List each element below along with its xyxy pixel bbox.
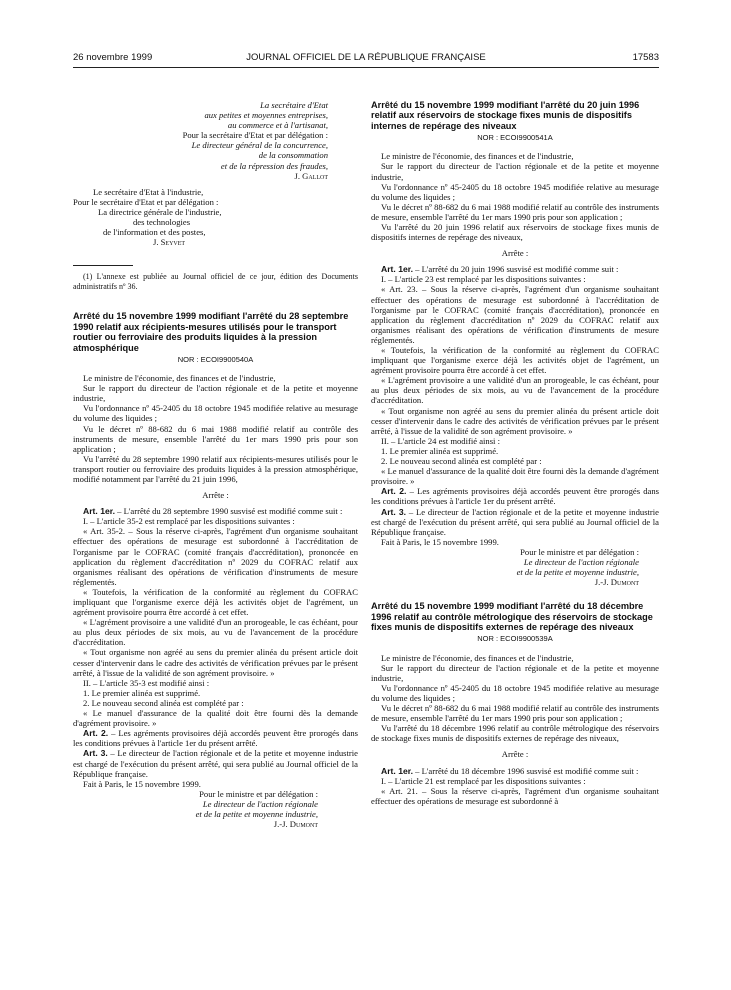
- quote-paragraph: « Art. 35-2. – Sous la réserve ci-après, l'agrément d'un organisme souhaitant effectuer des opérations de mesurage est subordonné à l'accréditation de l'organisme par le COFRAC (comité français d'accréditation), prononcée en application du règlement d'accréditation nº 2029 du COFRAC relatif aux organismes réalisant des opérations de vérification d'instruments de mesure réglementés.: [73, 526, 358, 587]
- nor-reference: NOR : ECOI9900541A: [477, 133, 553, 143]
- sig-line: La directrice générale de l'industrie,: [98, 206, 222, 217]
- sig-line: Pour le ministre et par délégation :: [520, 546, 639, 557]
- paragraph: 2. Le nouveau second alinéa est complété par :: [381, 456, 542, 467]
- paragraph: Vu l'arrêté du 20 juin 1996 relatif aux réservoirs de stockage fixes munis de dispositifs internes de repérage des niveaux,: [371, 221, 659, 243]
- sig-line: et de la petite et moyenne industrie,: [195, 808, 318, 819]
- date-signed: Fait à Paris, le 15 novembre 1999.: [83, 778, 201, 789]
- sig-line: et de la petite et moyenne industrie,: [516, 567, 639, 578]
- signature-block-3: [73, 789, 358, 829]
- article-1: [371, 264, 659, 274]
- article-text: – L'arrêté du 18 décembre 1996 susvisé est modifié comme suit :: [413, 765, 639, 776]
- sig-line: Le directeur de l'action régionale: [523, 556, 639, 567]
- paragraph: Vu le décret nº 88-682 du 6 mai 1988 modifié relatif au contrôle des instruments de mesure, ensemble l'arrêté du 1er mars 1990 pris pour son application ;: [371, 201, 659, 222]
- article-label: Art. 1er.: [381, 765, 414, 776]
- quote-paragraph: « Tout organisme non agréé au sens du premier alinéa du présent article doit cesser d'intervenir dans le cadre des activités de vérification prévues par le présent arrêté, à l'issue de la validité de son agrément provisoire. »: [73, 647, 358, 678]
- signature-block-1: [73, 100, 358, 181]
- paragraph: Vu l'ordonnance nº 45-2405 du 18 octobre 1945 modifiée relative au mesurage du volume des liquides ;: [371, 682, 659, 703]
- paragraph: I. – L'article 21 est remplacé par les dispositions suivantes :: [381, 775, 586, 786]
- signature-block: [371, 547, 659, 587]
- article-2: [73, 728, 358, 748]
- article-label: Art. 2.: [83, 728, 109, 739]
- article-2: [371, 486, 659, 506]
- date-signed: Fait à Paris, le 15 novembre 1999.: [381, 536, 499, 547]
- footnote-rule: [73, 265, 133, 266]
- quote-paragraph: « Toutefois, la vérification de la conformité au règlement du COFRAC impliquant que l'organisme exerce déjà les activités objet de l'agrément, un agrément provisoire pourra être accordé à cet effet.: [73, 586, 358, 618]
- article-1: [73, 506, 358, 516]
- paragraph: I. – L'article 23 est remplacé par les dispositions suivantes :: [381, 274, 586, 285]
- sig-line: Pour le secrétaire d'Etat et par délégation :: [73, 196, 219, 207]
- signature-block-2: [73, 187, 358, 248]
- arrete-heading: Arrête :: [202, 490, 229, 501]
- article-label: Art. 3.: [381, 506, 407, 517]
- paragraph: Le ministre de l'économie, des finances et de l'industrie,: [381, 151, 574, 162]
- quote-paragraph: « Tout organisme non agréé au sens du premier alinéa du présent article doit cesser d'intervenir dans le cadre des activités de vérification prévues par le présent arrêté, à l'issue de la validité de son agrément provisoire. »: [371, 405, 659, 436]
- sig-line: Le directeur général de la concurrence,: [191, 140, 328, 151]
- footnote: (1) L'annexe est publiée au Journal officiel de ce jour, édition des Documents administratifs nº 36.: [73, 272, 358, 291]
- header-page-number: 17583: [632, 52, 659, 63]
- sig-line: au commerce et à l'artisanat,: [227, 120, 328, 131]
- quote-paragraph: « L'agrément provisoire a une validité d'un an prorogeable, le cas échéant, pour au plus deux périodes de six mois, au vu de l'avancement de la procédure d'accréditation.: [73, 617, 358, 648]
- paragraph: Vu l'ordonnance nº 45-2405 du 18 octobre 1945 modifiée relative au mesurage du volume des liquides ;: [73, 403, 358, 424]
- sig-line: de la consommation: [258, 150, 328, 161]
- article-label: Art. 3.: [83, 748, 108, 759]
- article-text: – Le directeur de l'action régionale et de la petite et moyenne industrie est chargé de l'exécution du présent arrêté, qui sera publié au Journal officiel de la République française.: [371, 506, 659, 537]
- decree-title: Arrêté du 15 novembre 1999 modifiant l'arrêté du 18 décembre 1996 relatif au contrôle métrologique des réservoirs de stockage fixes munis de dispositifs externes de repérage des niveaux: [371, 601, 653, 633]
- right-column: [371, 100, 659, 806]
- quote-paragraph: « Art. 21. – Sous la réserve ci-après, l'agrément d'un organisme souhaitant effectuer des opérations de mesurage est subordonné à: [371, 785, 659, 806]
- paragraph: Sur le rapport du directeur de l'action régionale et de la petite et moyenne industrie,: [73, 383, 358, 404]
- sig-name: J. Gallot: [294, 170, 328, 181]
- nor-reference: NOR : ECOI9900539A: [477, 634, 553, 644]
- paragraph: 2. Le nouveau second alinéa est complété par :: [83, 697, 244, 708]
- paragraph: Vu le décret nº 88-682 du 6 mai 1988 modifié relatif au contrôle des instruments de mesure, ensemble l'arrêté du 1er mars 1990 pris pour son application ;: [371, 703, 659, 724]
- article-label: Art. 2.: [381, 486, 407, 497]
- left-column: [73, 100, 358, 829]
- sig-line: et de la répression des fraudes,: [220, 160, 328, 171]
- paragraph: 1. Le premier alinéa est supprimé.: [83, 687, 201, 698]
- arrete-heading: Arrête :: [501, 248, 529, 259]
- quote-paragraph: « Le manuel d'assurance de la qualité doit être fourni dès la demande d'agrément provisoire. »: [371, 466, 659, 487]
- paragraph: Le ministre de l'économie, des finances et de l'industrie,: [381, 652, 574, 663]
- article-3: [371, 507, 659, 537]
- paragraph: Vu l'arrêté du 18 décembre 1996 relatif au contrôle métrologique des réservoirs de stockage fixes munis de dispositifs externes de repérage des niveaux,: [371, 723, 659, 744]
- header-date: 26 novembre 1999: [73, 52, 153, 63]
- article-text: – Les agréments provisoires déjà accordés peuvent être prorogés dans les conditions prévues à l'article 1er du présent arrêté.: [73, 728, 359, 749]
- article-text: – Les agréments provisoires déjà accordés peuvent être prorogés dans les conditions prévues à l'article 1er du présent arrêté.: [371, 486, 660, 507]
- article-label: Art. 1er.: [381, 264, 414, 275]
- decree-title: Arrêté du 15 novembre 1999 modifiant l'arrêté du 20 juin 1996 relatif aux réservoirs de stockage fixes munis de dispositifs internes de repérage des niveaux: [371, 100, 640, 131]
- paragraph: Vu le décret nº 88-682 du 6 mai 1988 modifié relatif au contrôle des instruments de mesure, ensemble l'arrêté du 1er mars 1990 pris pour son application ;: [73, 423, 358, 454]
- header-journal-title: JOURNAL OFFICIEL DE LA RÉPUBLIQUE FRANÇAISE: [246, 52, 486, 63]
- sig-name: J.-J. Dumont: [594, 577, 639, 588]
- paragraph: Sur le rapport du directeur de l'action régionale et de la petite et moyenne industrie,: [371, 161, 659, 182]
- paragraph: Vu l'ordonnance nº 45-2405 du 18 octobre 1945 modifiée relative au mesurage du volume des liquides ;: [371, 181, 659, 202]
- nor-reference: NOR : ECOI9900540A: [177, 354, 254, 364]
- sig-line: Pour le ministre et par délégation :: [199, 788, 318, 799]
- sig-line: des technologies: [133, 217, 191, 228]
- header-rule: [73, 67, 659, 68]
- paragraph: Vu l'arrêté du 28 septembre 1990 relatif aux récipients-mesures utilisés pour le transport routier ou ferroviaire des produits liquides à la pression atmosphérique, modifié notamment par l'arrêté du 21 juin 1996,: [73, 453, 358, 484]
- paragraph: II. – L'article 35-3 est modifié ainsi :: [83, 677, 210, 688]
- sig-line: Le secrétaire d'Etat à l'industrie,: [93, 186, 204, 197]
- sig-line: aux petites et moyennes entreprises,: [204, 110, 328, 121]
- sig-line: La secrétaire d'Etat: [260, 100, 328, 110]
- article-1: [371, 766, 659, 776]
- arrete-heading: Arrête :: [501, 749, 529, 760]
- sig-name: J. Seyvet: [153, 237, 186, 248]
- sig-line: Le directeur de l'action régionale: [202, 798, 318, 809]
- article-3: [73, 748, 358, 778]
- sig-name: J.-J. Dumont: [273, 819, 318, 830]
- quote-paragraph: « Art. 23. – Sous la réserve ci-après, l'agrément d'un organisme souhaitant effectuer des opérations de mesurage est subordonné à l'accréditation de l'organisme par le COFRAC (comité français d'accréditation), prononcée en application du règlement d'accréditation nº 2029 du COFRAC relatif aux organismes réalisant des opérations de vérification d'instruments de mesure réglementés.: [371, 284, 659, 345]
- sig-line: Pour la secrétaire d'Etat et par délégation :: [182, 130, 328, 141]
- paragraph: I. – L'article 35-2 est remplacé par les dispositions suivantes :: [83, 516, 295, 527]
- quote-paragraph: « Toutefois, la vérification de la conformité au règlement du COFRAC impliquant que l'organisme exerce déjà les activités objet de l'agrément, un agrément provisoire pourra être accordé à cet effet.: [371, 345, 659, 376]
- paragraph: Sur le rapport du directeur de l'action régionale et de la petite et moyenne industrie,: [371, 662, 659, 683]
- paragraph: 1. Le premier alinéa est supprimé.: [381, 445, 499, 456]
- quote-paragraph: « L'agrément provisoire a une validité d'un an prorogeable, le cas échéant, pour au plus deux périodes de six mois, au vu de l'avancement de la procédure d'accréditation.: [371, 375, 659, 406]
- sig-line: de l'information et des postes,: [103, 227, 206, 238]
- decree-title: Arrêté du 15 novembre 1999 modifiant l'arrêté du 28 septembre 1990 relatif aux récipients-mesures utilisés pour le transport routier ou ferroviaire des produits liquides à la pression atmosphérique: [73, 311, 349, 353]
- paragraph: Le ministre de l'économie, des finances et de l'industrie,: [83, 373, 276, 384]
- quote-paragraph: « Le manuel d'assurance de la qualité doit être fourni dès la demande d'agrément provisoire. »: [73, 708, 358, 729]
- article-label: Art. 1er.: [83, 506, 116, 517]
- article-text: – Le directeur de l'action régionale et de la petite et moyenne industrie est chargé de l'exécution du présent arrêté, qui sera publié au Journal officiel de la République française.: [73, 748, 358, 779]
- page-header: [73, 52, 659, 66]
- paragraph: II. – L'article 24 est modifié ainsi :: [381, 435, 500, 446]
- article-text: – L'arrêté du 28 septembre 1990 susvisé est modifié comme suit :: [115, 506, 343, 517]
- article-text: – L'arrêté du 20 juin 1996 susvisé est modifié comme suit :: [413, 264, 619, 275]
